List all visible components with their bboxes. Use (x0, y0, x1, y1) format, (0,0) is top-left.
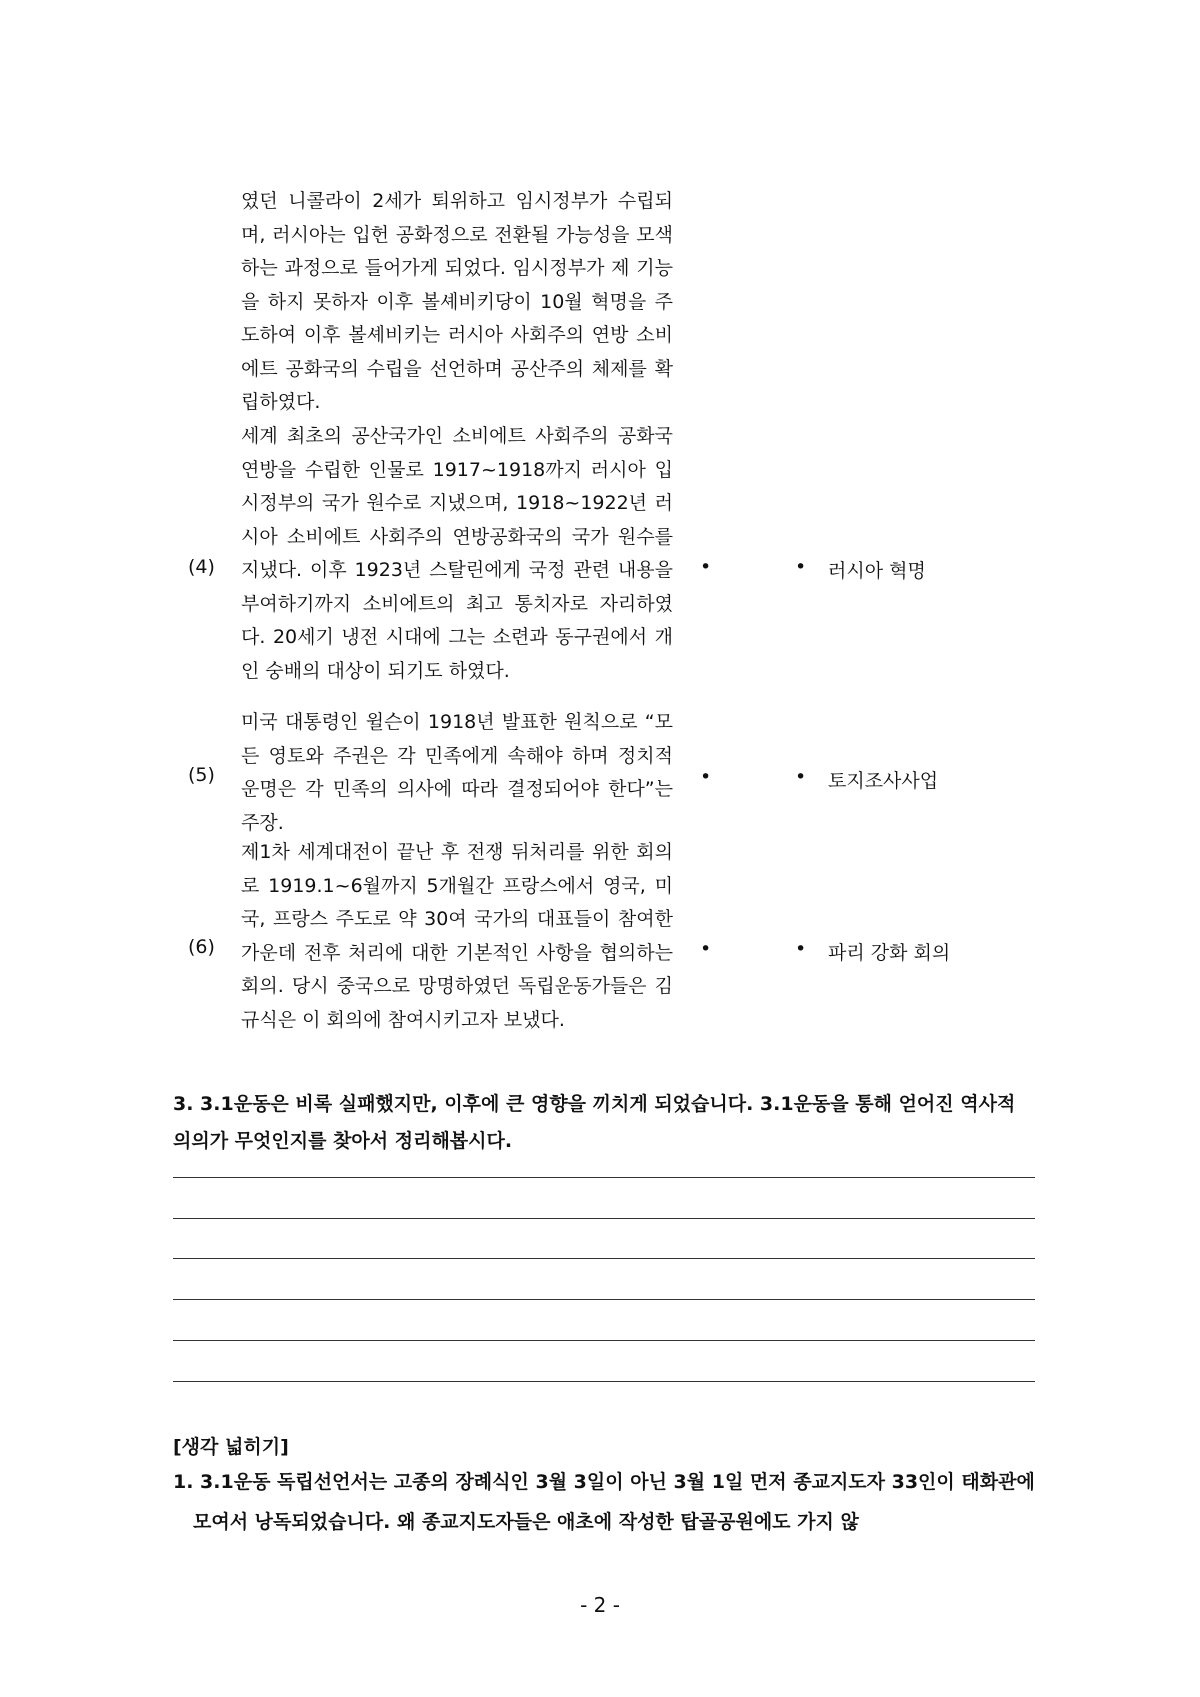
question-3: 3. 3.1운동은 비록 실패했지만, 이후에 큰 영향을 끼치게 되었습니다. 3.1운동을 통해 얻어진 역사적 의의가 무엇인지를 찾아서 정리해봅시다. (173, 1093, 1016, 1152)
extension-question-1: 1. 3.1운동 독립선언서는 고종의 장례식인 3월 3일이 아닌 3월 1일 먼저 종교지도자 33인이 태화관에 모여서 낭독되었습니다. 왜 종교지도자들은 애초에 작성한 탑골공원에도 가지 않 (173, 1471, 1035, 1533)
row5-number: (5) (188, 764, 215, 786)
row5-answer-label: 토지조사사업 (828, 770, 939, 792)
answer-line[interactable] (173, 1299, 1035, 1300)
row6-description: 제1차 세계대전이 끝난 후 전쟁 뒤처리를 위한 회의로 1919.1~6월까지 5개월간 프랑스에서 영국, 미국, 프랑스 주도로 약 30여 국가의 대표들이 참여한 가운데 전후 처리에 대한 기본적인 사항을 협의하는 회의. 당시 중국으로 망명하였던 독립운동가들은 김규식은 이 회의에 참여시키고자 보냈다. (241, 841, 673, 1031)
row4-number: (4) (188, 556, 215, 578)
row6-answer-label: 파리 강화 회의 (828, 942, 951, 964)
page-number: - 2 - (580, 1593, 620, 1617)
row5-right-connector-dot[interactable]: • (795, 766, 807, 788)
answer-line[interactable] (173, 1218, 1035, 1219)
row6-number: (6) (188, 936, 215, 958)
answer-line[interactable] (173, 1340, 1035, 1341)
row4-answer-label: 러시아 혁명 (828, 560, 926, 582)
row3-description: 였던 니콜라이 2세가 퇴위하고 임시정부가 수립되며, 러시아는 입헌 공화정으로 전환될 가능성을 모색하는 과정으로 들어가게 되었다. 임시정부가 제 기능을 하지 못하자 이후 볼셰비키당이 10월 혁명을 주도하여 이후 볼셰비키는 러시아 사회주의 연방 소비에트 공화국의 수립을 선언하며 공산주의 체제를 확립하였다. (241, 190, 673, 413)
section-title: [생각 넓히기] (173, 1436, 289, 1458)
row5-left-connector-dot[interactable]: • (700, 766, 712, 788)
row6-right-connector-dot[interactable]: • (795, 938, 807, 960)
row4-description: 세계 최초의 공산국가인 소비에트 사회주의 공화국 연방을 수립한 인물로 1917~1918까지 러시아 입시정부의 국가 원수로 지냈으며, 1918~1922년 러시아 소비에트 사회주의 연방공화국의 국가 원수를 지냈다. 이후 1923년 스탈린에게 국정 관련 내용을 부여하기까지 소비에트의 최고 통치자로 자리하였다. 20세기 냉전 시대에 그는 소련과 동구권에서 개인 숭배의 대상이 되기도 하였다. (241, 425, 673, 682)
answer-line[interactable] (173, 1177, 1035, 1178)
answer-line[interactable] (173, 1258, 1035, 1259)
row4-right-connector-dot[interactable]: • (795, 556, 807, 578)
row4-left-connector-dot[interactable]: • (700, 556, 712, 578)
row5-description: 미국 대통령인 윌슨이 1918년 발표한 원칙으로 “모든 영토와 주권은 각 민족에게 속해야 하며 정치적 운명은 각 민족의 의사에 따라 결정되어야 한다”는 주장. (241, 711, 673, 834)
answer-line[interactable] (173, 1381, 1035, 1382)
row6-left-connector-dot[interactable]: • (700, 938, 712, 960)
